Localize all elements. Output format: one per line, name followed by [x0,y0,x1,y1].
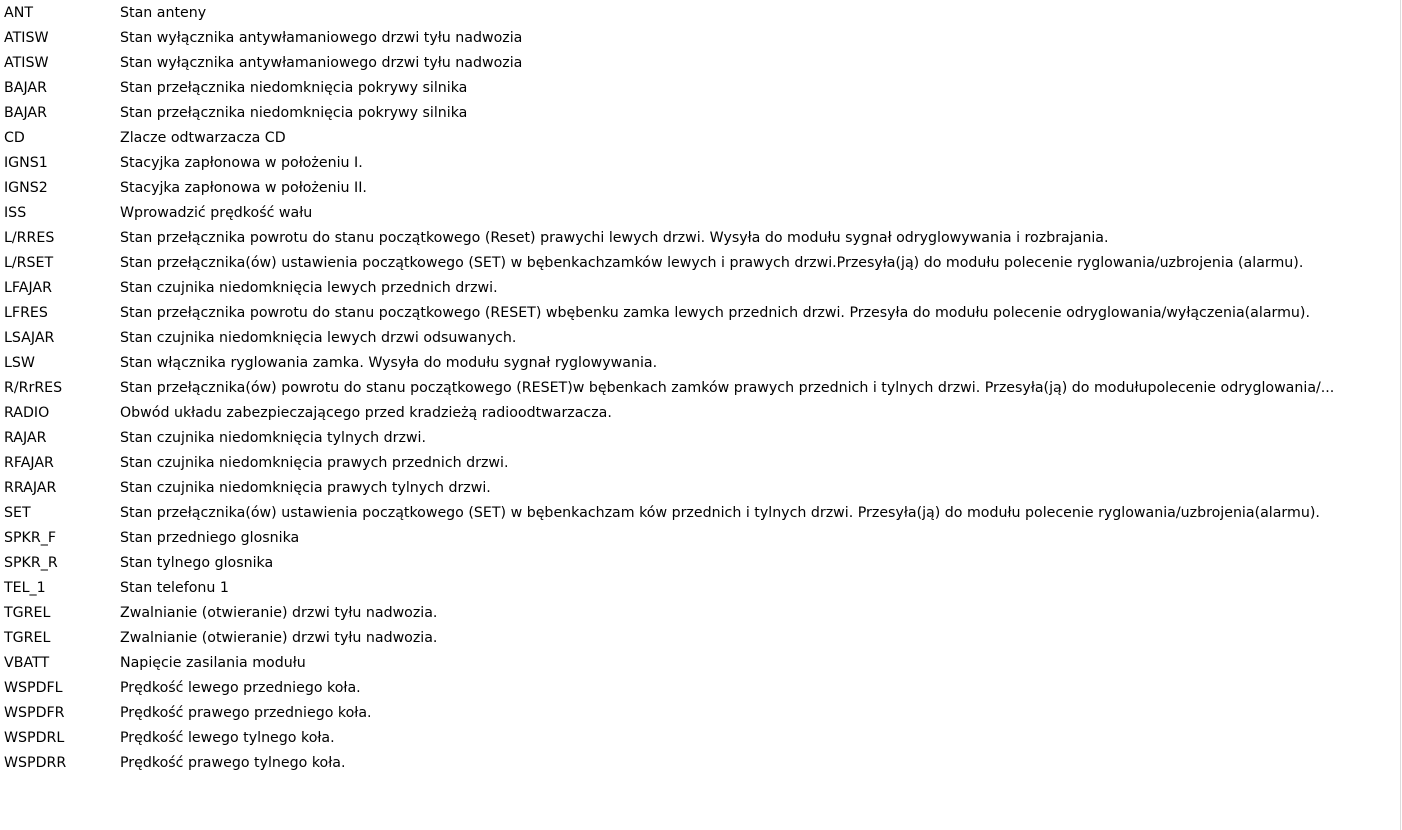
abbreviation-code: TGREL [4,630,51,646]
abbreviation-description: Stan czujnika niedomknięcia tylnych drzwi. [120,430,426,446]
abbreviation-description: Stan przełącznika(ów) ustawienia początkowego (SET) w bębenkachzam ków przednich i tylnych drzwi. Przesyła(ją) do modułu polecenie ryglowania/uzbrojenia(alarmu). [120,505,1320,521]
abbreviation-code: VBATT [4,655,50,671]
abbreviation-code: L/RRES [4,230,55,246]
abbreviation-description: Prędkość lewego tylnego koła. [120,730,335,746]
abbreviation-row [0,551,1400,576]
abbreviation-code: LSAJAR [4,330,55,346]
abbreviation-row [0,176,1400,201]
abbreviation-description: Stan czujnika niedomknięcia lewych przednich drzwi. [120,280,498,296]
abbreviation-description: Stan tylnego glosnika [120,555,274,571]
abbreviation-code: LFRES [4,305,48,321]
abbreviation-row [0,201,1400,226]
abbreviation-description: Stan wyłącznika antywłamaniowego drzwi tyłu nadwozia [120,30,523,46]
abbreviation-row [0,251,1400,276]
abbreviation-description: Napięcie zasilania modułu [120,655,306,671]
abbreviation-row [0,276,1400,301]
abbreviation-code: ISS [4,205,27,221]
abbreviation-description: Zwalnianie (otwieranie) drzwi tyłu nadwozia. [120,605,438,621]
abbreviation-description: Stacyjka zapłonowa w położeniu II. [120,180,367,196]
abbreviation-code: WSPDRR [4,755,67,771]
abbreviation-description: Stan przedniego glosnika [120,530,300,546]
abbreviation-row [0,726,1400,751]
abbreviation-code: R/RrRES [4,380,63,396]
abbreviation-row [0,101,1400,126]
abbreviation-description: Stan czujnika niedomknięcia lewych drzwi odsuwanych. [120,330,517,346]
abbreviation-description: Wprowadzić prędkość wału [120,205,313,221]
abbreviation-description: Stan przełącznika powrotu do stanu początkowego (Reset) prawychi lewych drzwi. Wysyła do modułu sygnał odryglowywania i rozbrajania. [120,230,1109,246]
abbreviation-code: LSW [4,355,35,371]
abbreviation-row [0,351,1400,376]
abbreviation-row [0,526,1400,551]
abbreviation-row [0,676,1400,701]
abbreviation-code: WSPDFL [4,680,63,696]
abbreviation-code: L/RSET [4,255,54,271]
abbreviation-description: Prędkość lewego przedniego koła. [120,680,361,696]
abbreviation-row [0,426,1400,451]
abbreviation-row [0,326,1400,351]
abbreviation-row [0,26,1400,51]
abbreviation-code: CD [4,130,25,146]
abbreviation-description: Stan przełącznika(ów) ustawienia początkowego (SET) w bębenkachzamków lewych i prawych drzwi.Przesyła(ją) do modułu polecenie ryglowania/uzbrojenia (alarmu). [120,255,1304,271]
abbreviation-row [0,126,1400,151]
vertical-divider [1400,0,1401,830]
abbreviation-row [0,51,1400,76]
abbreviation-code: SPKR_F [4,530,56,546]
abbreviation-row [0,476,1400,501]
abbreviation-code: ATISW [4,30,49,46]
abbreviation-code: RRAJAR [4,480,57,496]
abbreviation-row [0,451,1400,476]
abbreviation-code: LFAJAR [4,280,52,296]
abbreviation-description: Stan przełącznika powrotu do stanu początkowego (RESET) wbębenku zamka lewych przednich drzwi. Przesyła do modułu polecenie odryglowania/wyłączenia(alarmu). [120,305,1310,321]
abbreviation-list [0,1,1400,776]
abbreviation-description: Stan przełącznika niedomknięcia pokrywy silnika [120,105,468,121]
abbreviation-row [0,401,1400,426]
abbreviation-description: Stan włącznika ryglowania zamka. Wysyła do modułu sygnał ryglowywania. [120,355,658,371]
abbreviation-row [0,301,1400,326]
abbreviation-code: WSPDRL [4,730,65,746]
abbreviation-code: BAJAR [4,80,47,96]
abbreviation-row [0,501,1400,526]
abbreviation-description: Zlacze odtwarzacza CD [120,130,286,146]
abbreviation-row [0,151,1400,176]
abbreviation-code: TGREL [4,605,51,621]
abbreviation-description: Stan czujnika niedomknięcia prawych przednich drzwi. [120,455,509,471]
abbreviation-row [0,226,1400,251]
abbreviation-description: Prędkość prawego tylnego koła. [120,755,346,771]
abbreviation-row [0,1,1400,26]
abbreviation-description: Zwalnianie (otwieranie) drzwi tyłu nadwozia. [120,630,438,646]
abbreviation-code: ATISW [4,55,49,71]
abbreviation-row [0,376,1400,401]
abbreviation-description: Obwód układu zabezpieczającego przed kradzieżą radioodtwarzacza. [120,405,612,421]
abbreviation-code: SET [4,505,31,521]
abbreviation-description: Prędkość prawego przedniego koła. [120,705,372,721]
abbreviation-code: IGNS1 [4,155,48,171]
abbreviation-row [0,76,1400,101]
abbreviation-row [0,751,1400,776]
abbreviation-row [0,701,1400,726]
abbreviation-code: RFAJAR [4,455,54,471]
abbreviation-description: Stan przełącznika(ów) powrotu do stanu początkowego (RESET)w bębenkach zamków prawych przednich i tylnych drzwi. Przesyła(ją) do modułupolecenie odryglowania/... [120,380,1335,396]
abbreviation-description: Stan wyłącznika antywłamaniowego drzwi tyłu nadwozia [120,55,523,71]
abbreviation-code: RAJAR [4,430,47,446]
abbreviation-code: ANT [4,5,33,21]
abbreviation-code: SPKR_R [4,555,58,571]
abbreviation-description: Stan przełącznika niedomknięcia pokrywy silnika [120,80,468,96]
abbreviation-description: Stan czujnika niedomknięcia prawych tylnych drzwi. [120,480,491,496]
abbreviation-code: RADIO [4,405,50,421]
abbreviation-description: Stacyjka zapłonowa w położeniu I. [120,155,363,171]
abbreviation-code: WSPDFR [4,705,65,721]
abbreviation-code: BAJAR [4,105,47,121]
abbreviation-row [0,626,1400,651]
abbreviation-code: IGNS2 [4,180,48,196]
abbreviation-row [0,651,1400,676]
abbreviation-code: TEL_1 [4,580,46,596]
abbreviation-row [0,601,1400,626]
abbreviation-row [0,576,1400,601]
abbreviation-description: Stan anteny [120,5,207,21]
abbreviation-description: Stan telefonu 1 [120,580,229,596]
